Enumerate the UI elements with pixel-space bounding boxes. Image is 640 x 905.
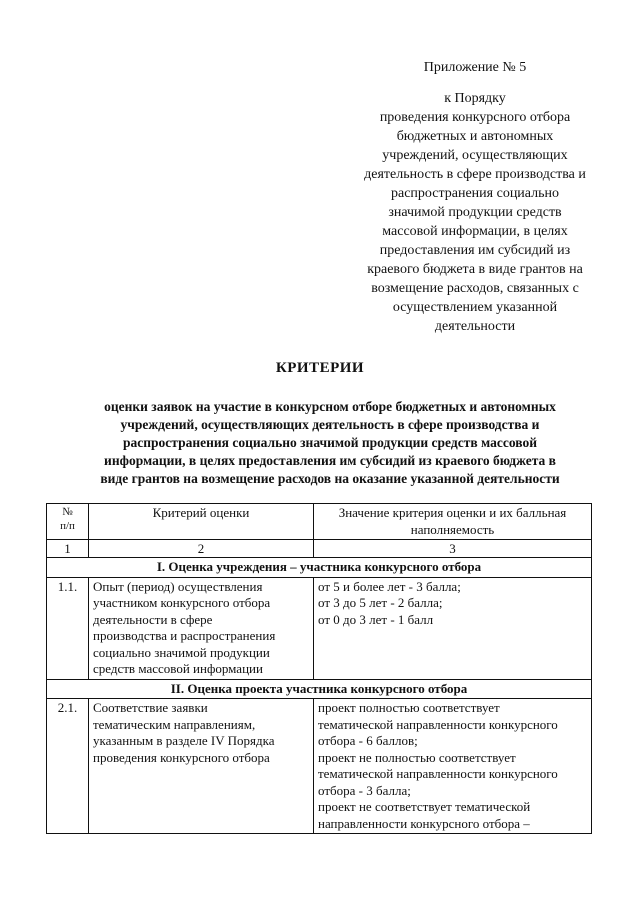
appendix-header — [355, 58, 595, 336]
table-header-row — [47, 504, 592, 540]
column-index: 2 — [89, 540, 314, 558]
criterion-cell — [89, 577, 314, 679]
section-row — [47, 679, 592, 699]
criterion-line: средств массовой информации — [93, 661, 263, 676]
criterion-line: Соответствие заявки — [93, 700, 208, 715]
criterion-line: проведения конкурсного отбора — [93, 749, 270, 765]
value-line: отбора - 6 баллов; — [318, 733, 418, 748]
header-value-line: Значение критерия оценки и их балльная — [338, 505, 567, 520]
column-index: 3 — [314, 540, 592, 558]
value-line: от 3 до 5 лет - 2 балла; — [318, 595, 443, 610]
value-line: от 0 до 3 лет - 1 балл — [318, 611, 434, 627]
criterion-line: деятельности в сфере — [93, 611, 213, 627]
appendix-line: проведения конкурсного отбора — [379, 110, 571, 125]
value-line: направленности конкурсного отбора – — [318, 815, 530, 831]
table-row — [47, 577, 592, 679]
appendix-line: массовой информации, в целях — [382, 224, 568, 239]
appendix-number: Приложение № 5 — [423, 60, 527, 75]
header-value — [314, 504, 592, 540]
subtitle-line: оценки заявок на участие в конкурсном отборе бюджетных и автономных — [104, 399, 556, 414]
header-num-line: п/п — [60, 520, 75, 532]
value-line: проект полностью соответствует — [318, 700, 500, 715]
criterion-line: указанным в разделе IV Порядка — [93, 733, 275, 748]
header-criterion: Критерий оценки — [89, 504, 314, 540]
criterion-line: Опыт (период) осуществления — [93, 578, 263, 594]
section-row — [47, 558, 592, 578]
appendix-line: возмещение расходов, связанных с — [371, 281, 579, 296]
document-subtitle — [60, 398, 600, 488]
value-line: тематической направленности конкурсного — [318, 716, 558, 732]
criterion-line: социально значимой продукции — [93, 644, 270, 660]
appendix-line: к Порядку — [444, 91, 506, 106]
column-index: 1 — [47, 540, 89, 558]
appendix-line: учреждений, осуществляющих — [382, 148, 568, 163]
value-line: проект не соответствует тематической — [318, 799, 531, 814]
criteria-table — [46, 503, 592, 834]
document-title: КРИТЕРИИ — [275, 360, 365, 376]
header-num-line: № — [62, 506, 73, 518]
appendix-line: предоставления им субсидий из — [379, 243, 571, 258]
header-value-line: наполняемость — [410, 521, 495, 537]
appendix-line: деятельности — [434, 319, 516, 334]
appendix-line: деятельность в сфере производства и — [364, 167, 586, 182]
value-line: проект не полностью соответствует — [318, 749, 516, 765]
appendix-line: осуществлением указанной — [392, 300, 558, 315]
column-index-row — [47, 540, 592, 558]
value-line: отбора - 3 балла; — [318, 782, 411, 798]
criterion-line: производства и распространения — [93, 628, 276, 643]
appendix-line: бюджетных и автономных — [396, 129, 554, 144]
value-cell — [314, 699, 592, 834]
row-number: 2.1. — [47, 699, 89, 834]
table-row — [47, 699, 592, 834]
subtitle-line: виде грантов на возмещение расходов на оказание указанной деятельности — [100, 471, 560, 486]
value-cell — [314, 577, 592, 679]
header-num — [47, 504, 89, 540]
section-title: I. Оценка учреждения – участника конкурсного отбора — [47, 558, 592, 578]
appendix-line: значимой продукции средств — [388, 205, 562, 220]
criterion-line: участником конкурсного отбора — [93, 595, 271, 610]
subtitle-line: распространения социально значимой продукции средств массовой — [123, 435, 537, 450]
appendix-line: краевого бюджета в виде грантов на — [367, 262, 583, 277]
value-line: тематической направленности конкурсного — [318, 766, 558, 781]
subtitle-line: учреждений, осуществляющих деятельность в сфере производства и — [120, 417, 540, 432]
value-line: от 5 и более лет - 3 балла; — [318, 578, 461, 594]
row-number: 1.1. — [47, 577, 89, 679]
criterion-cell — [89, 699, 314, 834]
criterion-line: тематическим направлениям, — [93, 716, 256, 732]
appendix-line: распространения социально — [390, 186, 559, 201]
section-title: II. Оценка проекта участника конкурсного отбора — [47, 679, 592, 699]
subtitle-line: информации, в целях предоставления им субсидий из краевого бюджета в — [104, 453, 556, 468]
